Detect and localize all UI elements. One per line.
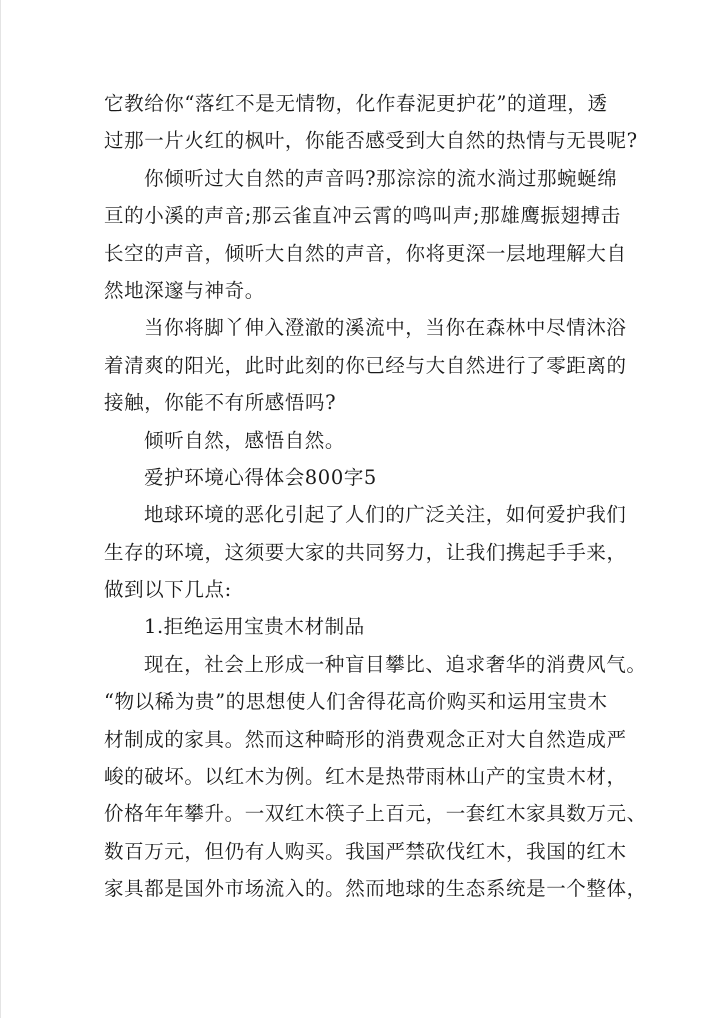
document-body (104, 85, 647, 908)
text-line: 数百万元，但仍有人购买。我国严禁砍伐红木，我国的红木 (104, 839, 627, 863)
text-line: 你倾听过大自然的声音吗?那淙淙的流水淌过那蜿蜒绵 (144, 166, 618, 190)
text-line: 生存的环境，这须要大家的共同努力，让我们携起手手来， (104, 540, 627, 564)
text-line: 1.拒绝运用宝贵木材制品 (144, 615, 365, 639)
text-line: 家具都是国外市场流入的。然而地球的生态系统是一个整体， (104, 877, 647, 901)
text-line: 爱护环境心得体会800字5 (144, 465, 377, 489)
text-line: 地球环境的恶化引起了人们的广泛关注，如何爱护我们 (144, 503, 627, 527)
text-line: 它教给你“落红不是无情物，化作春泥更护花”的道理，透 (104, 92, 608, 115)
text-line: 当你将脚丫伸入澄澈的溪流中，当你在森林中尽情沐浴 (144, 316, 627, 340)
text-line: 做到以下几点: (104, 578, 232, 602)
text-line: “物以稀为贵”的思想使人们舍得花高价购买和运用宝贵木 (104, 690, 608, 714)
text-line: 过那一片火红的枫叶，你能否感受到大自然的热情与无畏呢? (104, 129, 638, 153)
text-line: 长空的声音，倾听大自然的声音，你将更深一层地理解大自 (104, 241, 627, 265)
text-line: 峻的破坏。以红木为例。红木是热带雨林山产的宝贵木材， (104, 765, 627, 789)
text-line: 着清爽的阳光，此时此刻的你已经与大自然进行了零距离的 (104, 353, 627, 377)
text-line: 倾听自然，感悟自然。 (144, 428, 346, 452)
text-line: 现在，社会上形成一种盲目攀比、追求奢华的消费风气。 (144, 652, 647, 676)
text-line: 材制成的家具。然而这种畸形的消费观念正对大自然造成严 (104, 727, 627, 751)
text-line: 亘的小溪的声音;那云雀直冲云霄的鸣叫声;那雄鹰振翅搏击 (104, 204, 621, 228)
text-line: 接触，你能不有所感悟吗? (104, 391, 337, 415)
text-line: 价格年年攀升。一双红木筷子上百元，一套红木家具数万元、 (104, 802, 647, 826)
text-line: 然地深邃与神奇。 (104, 278, 265, 302)
